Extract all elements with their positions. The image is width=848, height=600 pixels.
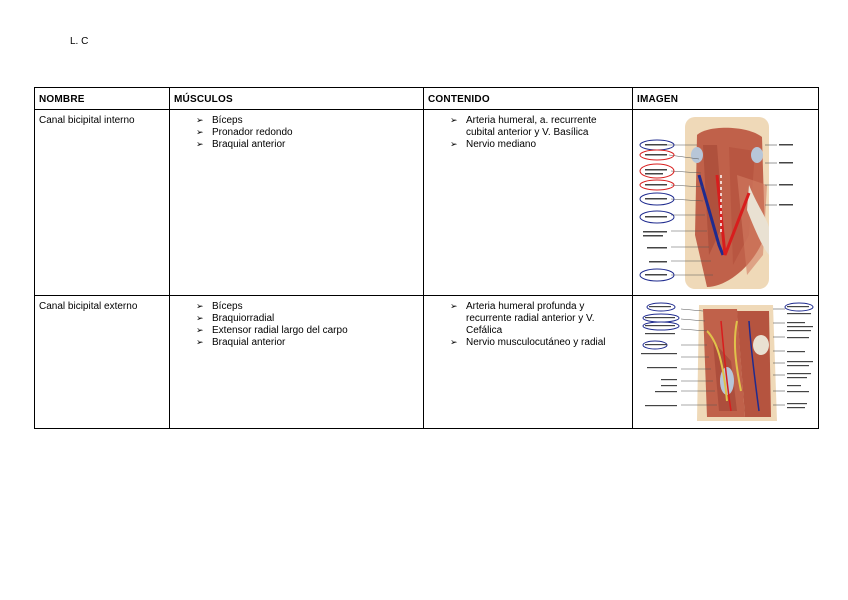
cell-musculos	[170, 110, 424, 296]
author-initials: L. C	[70, 36, 89, 47]
canales-table	[34, 87, 819, 429]
cell-imagen	[633, 110, 819, 296]
list-item: ➢ Nervio musculocutáneo y radial	[450, 337, 628, 349]
list-item: ➢ Nervio mediano	[450, 139, 628, 151]
list-item: ➢ Bíceps	[196, 301, 419, 313]
table-row	[35, 110, 819, 296]
header-contenido: CONTENIDO	[424, 88, 633, 110]
joint-marker	[751, 147, 763, 163]
list-item: ➢ Extensor radial largo del carpo	[196, 325, 419, 337]
table-header-row	[35, 88, 819, 110]
list-item: ➢ Arteria humeral, a. recurrente cubital anterior y V. Basílica	[450, 115, 628, 139]
tendon	[753, 335, 769, 355]
cell-nombre: Canal bicipital externo	[35, 296, 170, 429]
anatomy-figure-interno	[637, 115, 817, 291]
joint-marker	[691, 147, 703, 163]
header-imagen: IMAGEN	[633, 88, 819, 110]
anatomy-figure-externo	[637, 301, 821, 425]
contenido-list	[428, 115, 628, 151]
header-nombre: NOMBRE	[35, 88, 170, 110]
list-item: ➢ Braquiorradial	[196, 313, 419, 325]
list-item: ➢ Arteria humeral profunda y recurrente radial anterior y V. Cefálica	[450, 301, 628, 337]
table-row	[35, 296, 819, 429]
list-item: ➢ Braquial anterior	[196, 337, 419, 349]
cell-nombre: Canal bicipital interno	[35, 110, 170, 296]
contenido-list	[428, 301, 628, 349]
header-musculos: MÚSCULOS	[170, 88, 424, 110]
musculos-list	[174, 301, 419, 349]
musculos-list	[174, 115, 419, 151]
list-item: ➢ Braquial anterior	[196, 139, 419, 151]
cell-musculos	[170, 296, 424, 429]
cell-contenido	[424, 296, 633, 429]
label-oval-red	[640, 164, 674, 178]
list-item: ➢ Bíceps	[196, 115, 419, 127]
cell-imagen	[633, 296, 819, 429]
cell-contenido	[424, 110, 633, 296]
list-item: ➢ Pronador redondo	[196, 127, 419, 139]
